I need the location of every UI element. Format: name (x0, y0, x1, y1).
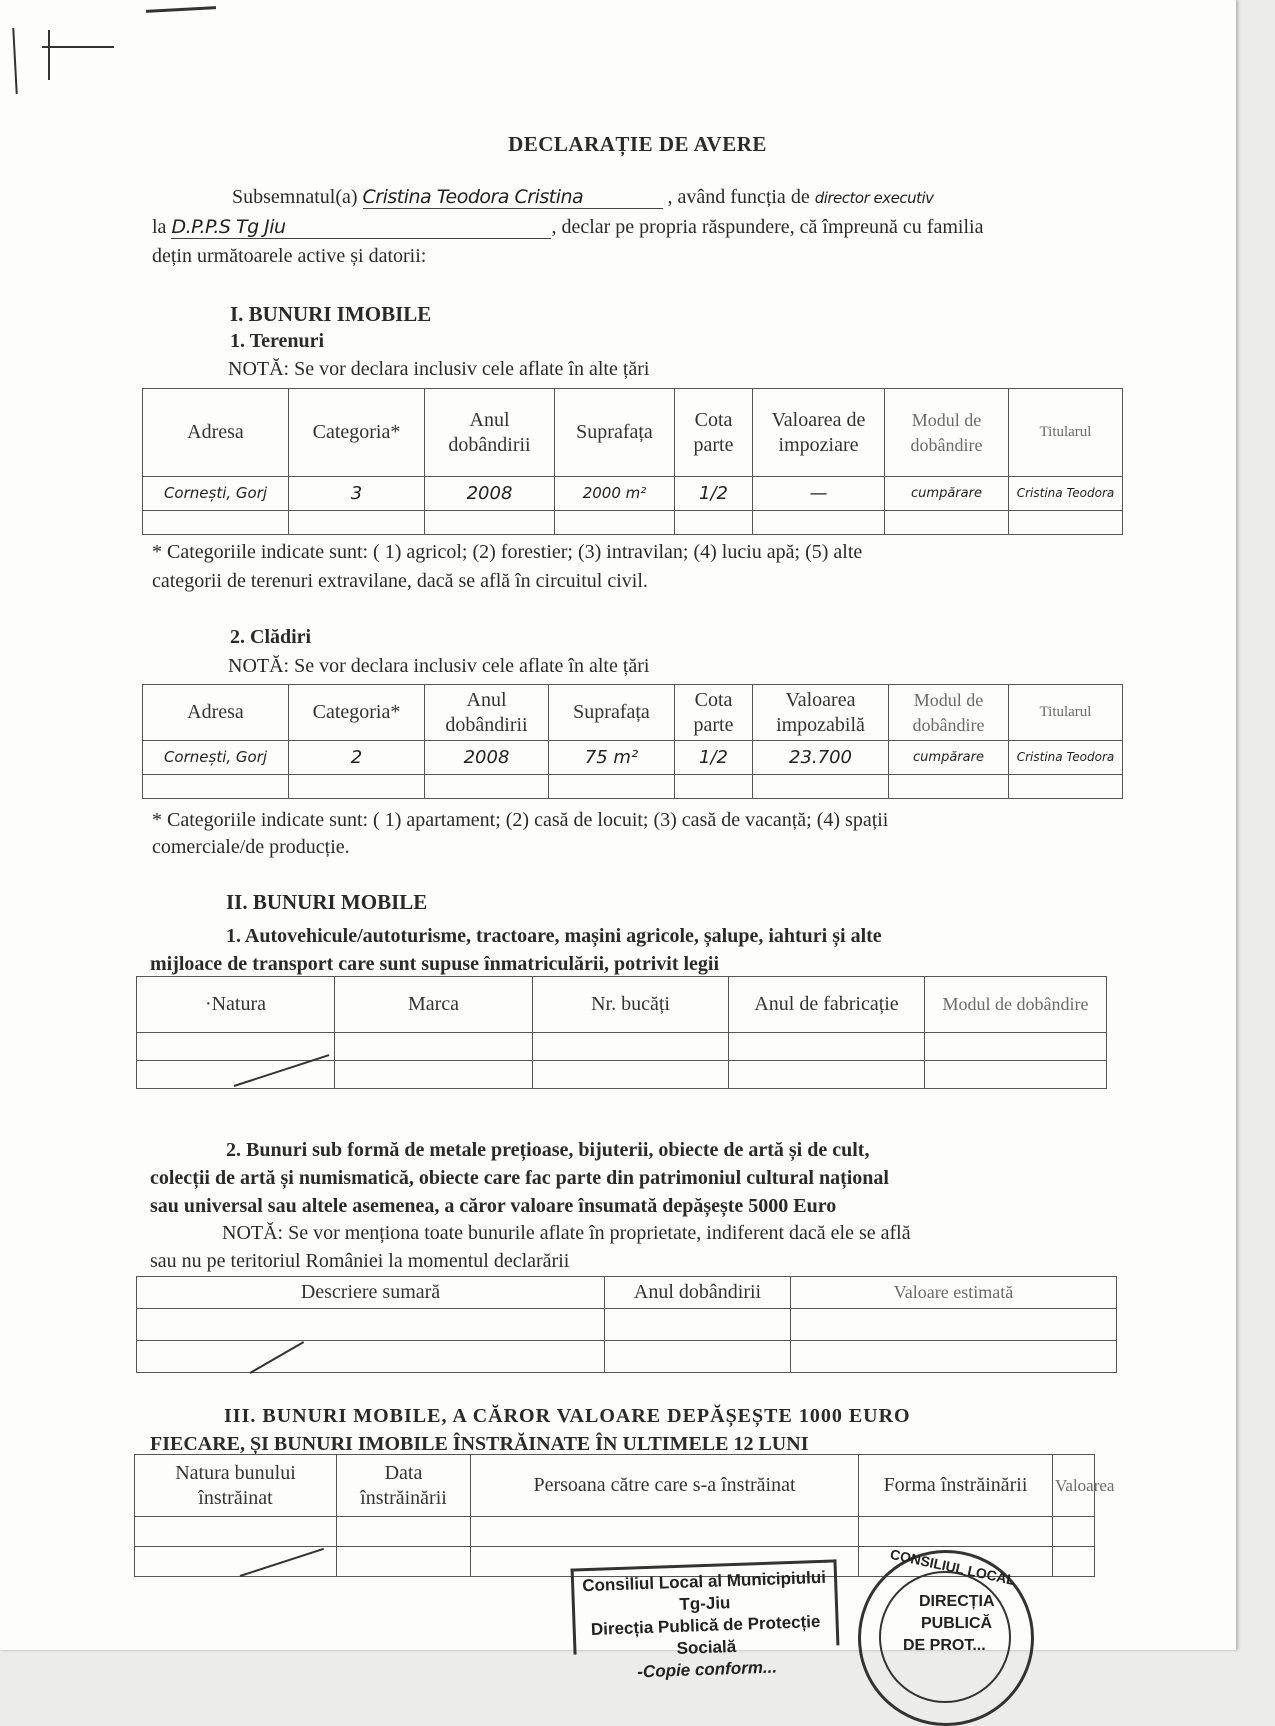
cell-cota: 1/2 (675, 477, 753, 511)
cell-titular: Cristina Teodora (1009, 477, 1123, 511)
cell-cota: 1/2 (675, 741, 753, 775)
header-cell: Natura bunului înstrăinat (135, 1455, 337, 1517)
header-cell: Valoarea (1053, 1455, 1095, 1517)
la-label: la (152, 216, 167, 238)
terenuri-table (142, 388, 1123, 535)
metale-heading-line-3: sau universal sau altele asemenea, a căror valoare însumată depășește 5000 Euro (150, 1195, 837, 1217)
cell-modul: cumpărare (885, 477, 1009, 511)
cell-titular: Cristina Teodora (1009, 741, 1123, 775)
header-cell: Marca (335, 977, 533, 1033)
metale-note-1: NOTĂ: Se vor menționa toate bunurile aflate în proprietate, indiferent dacă ele se află (222, 1222, 911, 1244)
institution-name: D.P.P.S Tg Jiu (171, 216, 551, 239)
header-cell: Cota parte (675, 389, 753, 477)
cell-anul: 2008 (425, 477, 555, 511)
intro-line-2 (152, 216, 983, 239)
cell-categoria: 2 (289, 741, 425, 775)
header-cell: Valoare estimată (791, 1277, 1117, 1309)
table-row (135, 1517, 1095, 1547)
header-cell: Forma înstrăinării (859, 1455, 1053, 1517)
document-title: DECLARAȚIE DE AVERE (508, 132, 767, 156)
cladiri-heading: 2. Clădiri (230, 626, 312, 648)
stamp-line-1: Consiliul Local al Municipiului Tg-Jiu (582, 1567, 827, 1614)
table-row (137, 1341, 1117, 1373)
detin-text: dețin următoarele active și datorii: (152, 245, 427, 267)
auto-table (136, 976, 1107, 1089)
metale-heading-line-2: colecții de artă și numismatică, obiecte care fac parte din patrimoniul cultural național (150, 1167, 889, 1189)
section-3-heading (150, 1402, 1110, 1458)
table-row (143, 775, 1123, 799)
seal-text-3: DE PROT... (903, 1637, 986, 1654)
cladiri-note: NOTĂ: Se vor declara inclusiv cele aflate în alte țări (228, 655, 650, 677)
auto-heading (150, 922, 1110, 978)
cell-modul: cumpărare (889, 741, 1009, 775)
stamp-line-2: Direcția Publică de Protecție Socială (590, 1611, 821, 1659)
table-row (143, 511, 1123, 535)
section-2-heading: II. BUNURI MOBILE (226, 890, 428, 914)
seal-text-1: DIRECȚIA (919, 1593, 995, 1610)
cell-suprafata: 75 m² (549, 741, 675, 775)
margin-pen-mark (42, 46, 114, 48)
declarant-name: Cristina Teodora Cristina (363, 186, 663, 209)
header-cell: ·Natura (137, 977, 335, 1033)
cladiri-header-row (143, 685, 1123, 741)
margin-pen-mark (48, 30, 50, 80)
margin-pen-mark (146, 6, 216, 13)
subsemnatul-label: Subsemnatul(a) (232, 186, 358, 208)
instrainate-header-row (135, 1455, 1095, 1517)
header-cell: Adresa (143, 685, 289, 741)
margin-pen-mark (12, 28, 17, 94)
metale-header-row (137, 1277, 1117, 1309)
terenuri-note: NOTĂ: Se vor declara inclusiv cele aflate în alte țări (228, 358, 650, 380)
terenuri-header-row (143, 389, 1123, 477)
header-cell: Modul de dobândire (925, 977, 1107, 1033)
seal-text-2: PUBLICĂ (921, 1615, 993, 1632)
cell-valoarea: — (753, 477, 885, 511)
header-cell: Adresa (143, 389, 289, 477)
institution-stamp (571, 1559, 840, 1682)
header-cell: Data înstrăinării (337, 1455, 471, 1517)
header-cell: Suprafața (549, 685, 675, 741)
header-cell: Valoarea impozabilă (753, 685, 889, 741)
terenuri-footnote-1: * Categoriile indicate sunt: ( 1) agricol; (2) forestier; (3) intravilan; (4) luciu apă; (5) alte (152, 541, 863, 563)
table-row (137, 1033, 1107, 1061)
header-cell: Modul de dobândire (885, 389, 1009, 477)
declar-text: , declar pe propria răspundere, că împreună cu familia (551, 216, 984, 238)
table-row (143, 741, 1123, 775)
section-1-heading: I. BUNURI IMOBILE (230, 302, 432, 326)
avand-label: , având funcția de (667, 186, 810, 208)
intro-line-1 (232, 186, 1035, 209)
header-cell: Suprafața (555, 389, 675, 477)
cell-suprafata: 2000 m² (555, 477, 675, 511)
cell-categoria: 3 (289, 477, 425, 511)
cladiri-footnote-1: * Categoriile indicate sunt: ( 1) apartament; (2) casă de locuit; (3) casă de vacanță; (4) spații (152, 809, 889, 831)
header-cell: Anul dobândirii (425, 685, 549, 741)
header-cell: Categoria* (289, 685, 425, 741)
metale-heading-line-1: 2. Bunuri sub formă de metale prețioase, bijuterii, obiecte de artă și de cult, (226, 1139, 870, 1161)
cladiri-footnote-2: comerciale/de producție. (152, 836, 350, 858)
cell-adresa: Cornești, Gorj (143, 477, 289, 511)
section-3-heading-line-1: III. BUNURI MOBILE, A CĂROR VALOARE DEPĂȘEȘTE 1000 EURO (224, 1405, 911, 1427)
metale-heading (150, 1136, 1110, 1220)
header-cell: Valoarea de impoziare (753, 389, 885, 477)
header-cell: Anul dobândirii (605, 1277, 791, 1309)
round-seal (858, 1545, 1034, 1726)
cell-adresa: Cornești, Gorj (143, 741, 289, 775)
metale-table (136, 1276, 1117, 1373)
header-cell: Persoana către care s-a înstrăinat (471, 1455, 859, 1517)
stamp-line-3: -Copie conform... (637, 1657, 778, 1682)
declarant-function: director executiv (814, 189, 934, 207)
cell-valoarea: 23.700 (753, 741, 889, 775)
table-row (143, 477, 1123, 511)
terenuri-heading: 1. Terenuri (230, 330, 325, 352)
header-cell: Anul de fabricație (729, 977, 925, 1033)
table-row (137, 1309, 1117, 1341)
cladiri-table (142, 684, 1123, 799)
header-cell: Categoria* (289, 389, 425, 477)
header-cell: Modul de dobândire (889, 685, 1009, 741)
auto-header-row (137, 977, 1107, 1033)
terenuri-footnote-2: categorii de terenuri extravilane, dacă se află în circuitul civil. (152, 570, 648, 592)
seal-text-outer: CONSILIUL LOCAL (888, 1545, 1017, 1589)
cell-anul: 2008 (425, 741, 549, 775)
header-cell: Nr. bucăți (533, 977, 729, 1033)
header-cell: Anul dobândirii (425, 389, 555, 477)
section-3-heading-line-2: FIECARE, ȘI BUNURI IMOBILE ÎNSTRĂINATE ÎN ULTIMELE 12 LUNI (150, 1433, 809, 1455)
auto-heading-line-1: 1. Autovehicule/autoturisme, tractoare, mașini agricole, șalupe, iahturi și alte (226, 925, 882, 947)
header-cell: Titularul (1009, 685, 1123, 741)
header-cell: Cota parte (675, 685, 753, 741)
metale-note-2: sau nu pe teritoriul României la momentul declarării (150, 1250, 570, 1272)
header-cell: Titularul (1009, 389, 1123, 477)
auto-heading-line-2: mijloace de transport care sunt supuse înmatriculării, potrivit legii (150, 953, 720, 975)
header-cell: Descriere sumară (137, 1277, 605, 1309)
table-row (137, 1061, 1107, 1089)
